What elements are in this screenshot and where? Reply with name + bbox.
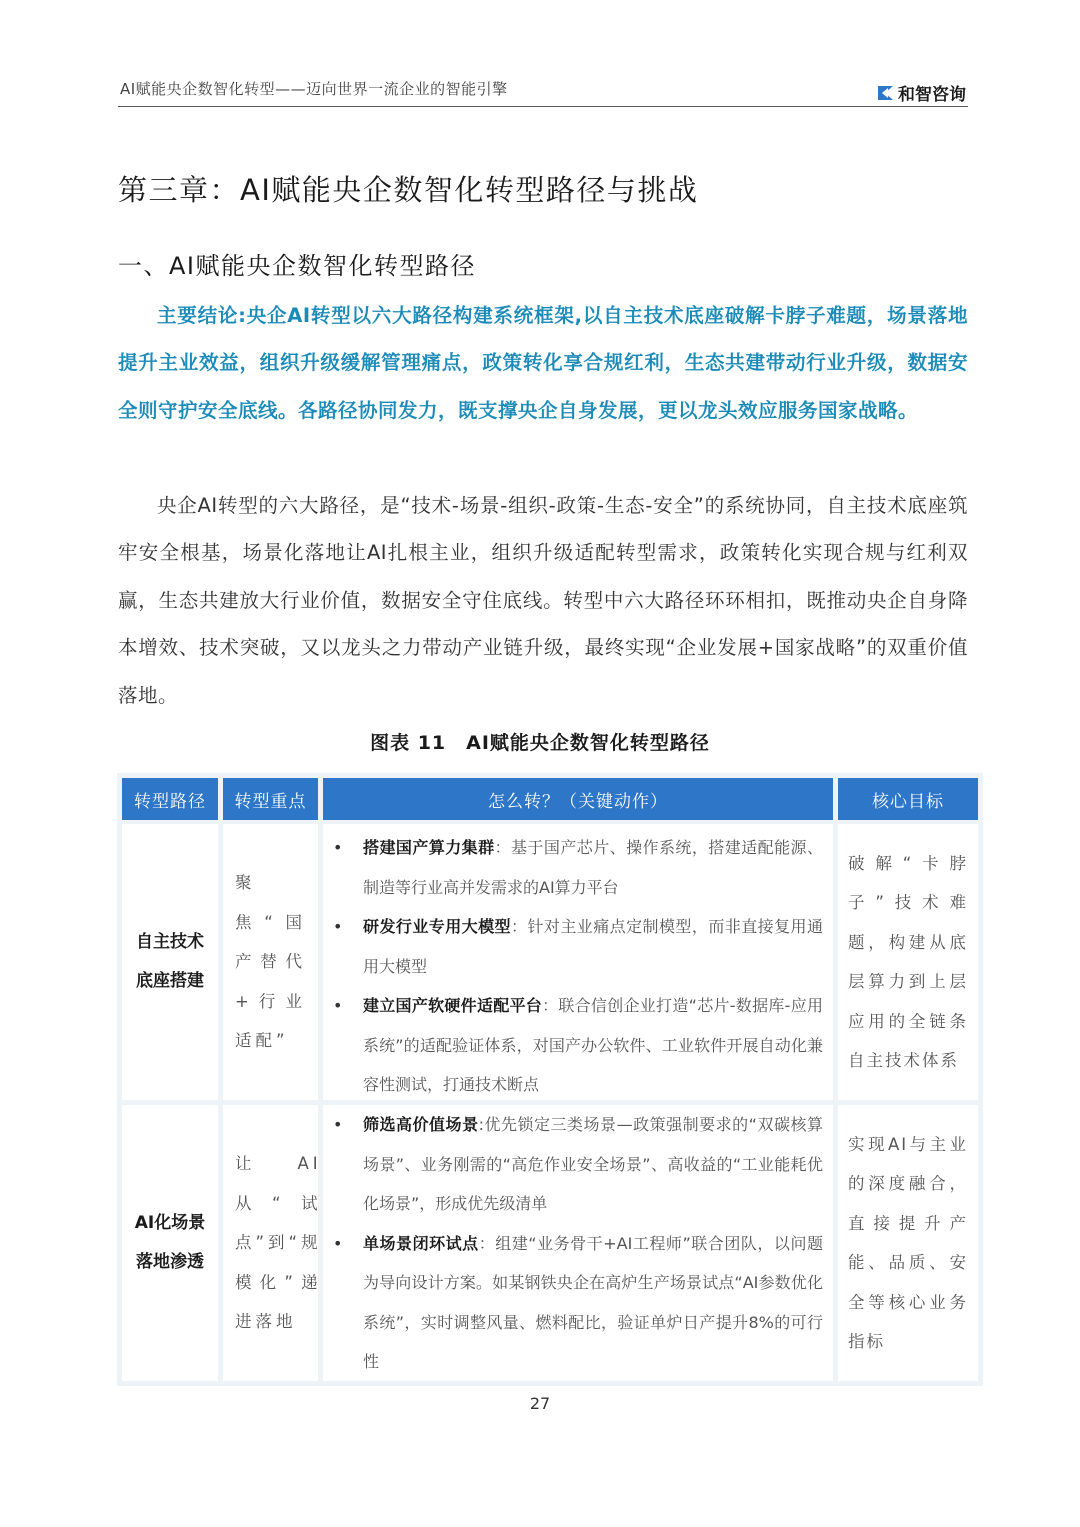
transformation-path-table bbox=[117, 773, 983, 1386]
table-header-goal: 核心目标 bbox=[838, 778, 978, 820]
row-1-focus-text: 聚焦“国产替代+行业适配” bbox=[235, 873, 306, 1051]
list-item: • 研发行业专用大模型：针对主业痛点定制模型，而非直接复用通用大模型 bbox=[363, 907, 823, 986]
row-2-action-list bbox=[323, 1105, 833, 1382]
logo-icon bbox=[876, 83, 896, 103]
page-number: 27 bbox=[529, 1394, 551, 1413]
row-2-path-text: AI化场景落地渗透 bbox=[134, 1212, 206, 1272]
list-item: • 单场景闭环试点：组建“业务骨干+AI工程师”联合团队，以问题为导向设计方案。如某钢铁央企在高炉生产场景试点“AI参数优化系统”，实时调整风量、燃料配比，验证单炉日产提升8%的可行性 bbox=[363, 1224, 823, 1382]
body-paragraph: 央企AI转型的六大路径，是“技术-场景-组织-政策-生态-安全”的系统协同，自主技术底座筑牢安全根基，场景化落地让AI扎根主业，组织升级适配转型需求，政策转化实现合规与红利双赢，生态共建放大行业价值，数据安全守住底线。转型中六大路径环环相扣，既推动央企自身降本增效、技术突破，又以龙头之力带动产业链升级，最终实现“企业发展+国家战略”的双重价值落地。 bbox=[118, 494, 968, 707]
table-row-2-goal bbox=[838, 1105, 978, 1381]
page-header bbox=[118, 72, 968, 107]
table-row-2-path bbox=[122, 1105, 218, 1381]
row-2-goal-text: 实现AI与主业的深度融合，直接提升产能、品质、安全等核心业务指标 bbox=[848, 1134, 968, 1351]
table-row-2-actions bbox=[323, 1105, 833, 1381]
row-1-path-text: 自主技术底座搭建 bbox=[136, 931, 204, 991]
table-header-actions: 怎么转？（关键动作） bbox=[323, 778, 833, 820]
table-header-path: 转型路径 bbox=[122, 778, 218, 820]
figure-caption: 图表 11 AI赋能央企数智化转型路径 bbox=[370, 732, 710, 754]
chapter-title: 第三章：AI赋能央企数智化转型路径与挑战 bbox=[118, 173, 699, 207]
table-row-1-focus bbox=[223, 824, 318, 1100]
table-row-1-actions bbox=[323, 824, 833, 1100]
company-logo bbox=[876, 80, 966, 105]
row-2-focus-text: 让AI从“试点”到“规模化”递进落地 bbox=[235, 1154, 322, 1332]
table-header-focus: 转型重点 bbox=[223, 778, 318, 820]
list-item: • 搭建国产算力集群：基于国产芯片、操作系统，搭建适配能源、制造等行业高并发需求的AI算力平台 bbox=[363, 828, 823, 907]
logo-text: 和智咨询 bbox=[898, 85, 966, 105]
conclusion-paragraph: 主要结论:央企AI转型以六大路径构建系统框架,以自主技术底座破解卡脖子难题，场景落地提升主业效益，组织升级缓解管理痛点，政策转化享合规红利，生态共建带动行业升级，数据安全则守护安全底线。各路径协同发力，既支撑央企自身发展，更以龙头效应服务国家战略。 bbox=[118, 304, 968, 422]
header-title: AI赋能央企数智化转型——迈向世界一流企业的智能引擎 bbox=[120, 80, 508, 98]
section-title: 一、AI赋能央企数智化转型路径 bbox=[118, 252, 476, 280]
list-item: • 筛选高价值场景:优先锁定三类场景—政策强制要求的“双碳核算场景”、业务刚需的“高危作业安全场景”、高收益的“工业能耗优化场景”，形成优先级清单 bbox=[363, 1105, 823, 1224]
table-row-1-goal bbox=[838, 824, 978, 1100]
table-row-1-path bbox=[122, 824, 218, 1100]
table-row-2-focus bbox=[223, 1105, 322, 1381]
row-1-action-list bbox=[323, 828, 833, 1105]
list-item: • 建立国产软硬件适配平台：联合信创企业打造“芯片-数据库-应用系统”的适配验证体系，对国产办公软件、工业软件开展自动化兼容性测试，打通技术断点 bbox=[363, 986, 823, 1105]
row-1-goal-text: 破解“卡脖子”技术难题，构建从底层算力到上层应用的全链条自主技术体系 bbox=[848, 853, 968, 1070]
